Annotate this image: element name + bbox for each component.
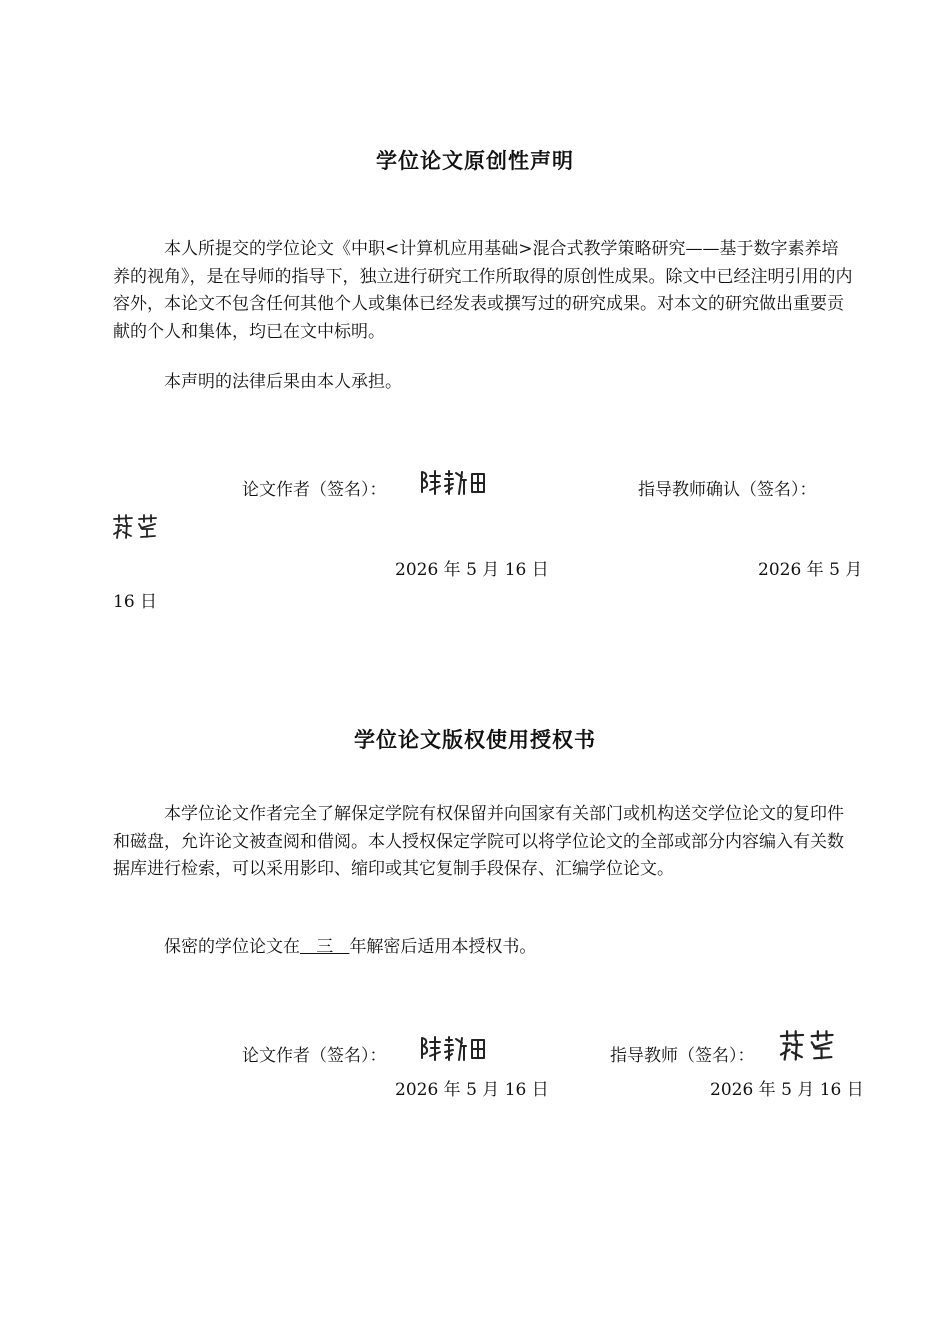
originality-legal-note: 本声明的法律后果由本人承担。	[164, 372, 402, 392]
secrecy-prefix: 保密的学位论文在	[164, 937, 300, 957]
copyright-body: 本学位论文作者完全了解保定学院有权保留并向国家有关部门或机构送交学位论文的复印件和磁盘，允许论文被查阅和借阅。本人授权保定学院可以将学位论文的全部或部分内容编入有关数据库进行检索，可以采用影印、缩印或其它复制手段保存、汇编学位论文。	[113, 804, 844, 879]
originality-supervisor-date-part1: 2026 年 5 月	[758, 560, 863, 580]
copyright-supervisor-date: 2026 年 5 月 16 日	[710, 1080, 864, 1100]
copyright-author-date: 2026 年 5 月 16 日	[395, 1080, 549, 1100]
copyright-secrecy-line	[164, 935, 536, 959]
copyright-title: 学位论文版权使用授权书	[354, 728, 596, 752]
copyright-supervisor-label: 指导教师（签名）：	[610, 1046, 755, 1066]
originality-body: 本人所提交的学位论文《中职<计算机应用基础>混合式教学策略研究——基于数字素养培养的视角》，是在导师的指导下，独立进行研究工作所取得的原创性成果。除文中已经注明引用的内容外，本论文不包含任何其他个人或集体已经发表或撰写过的研究成果。对本文的研究做出重要贡献的个人和集体，均已在文中标明。	[113, 239, 853, 342]
originality-supervisor-label: 指导教师确认（签名）：	[638, 480, 817, 500]
originality-title: 学位论文原创性声明	[376, 149, 574, 173]
secrecy-suffix: 年解密后适用本授权书。	[349, 937, 537, 957]
secrecy-years: 三	[300, 937, 350, 957]
copyright-author-signature	[418, 1034, 488, 1064]
originality-author-signature	[418, 468, 488, 498]
copyright-author-label: 论文作者（签名）：	[242, 1046, 387, 1066]
copyright-supervisor-signature	[778, 1030, 838, 1062]
originality-author-date: 2026 年 5 月 16 日	[395, 560, 549, 580]
originality-author-label: 论文作者（签名）：	[242, 480, 387, 500]
originality-supervisor-signature	[112, 514, 160, 540]
originality-supervisor-date-part2: 16 日	[113, 592, 158, 612]
